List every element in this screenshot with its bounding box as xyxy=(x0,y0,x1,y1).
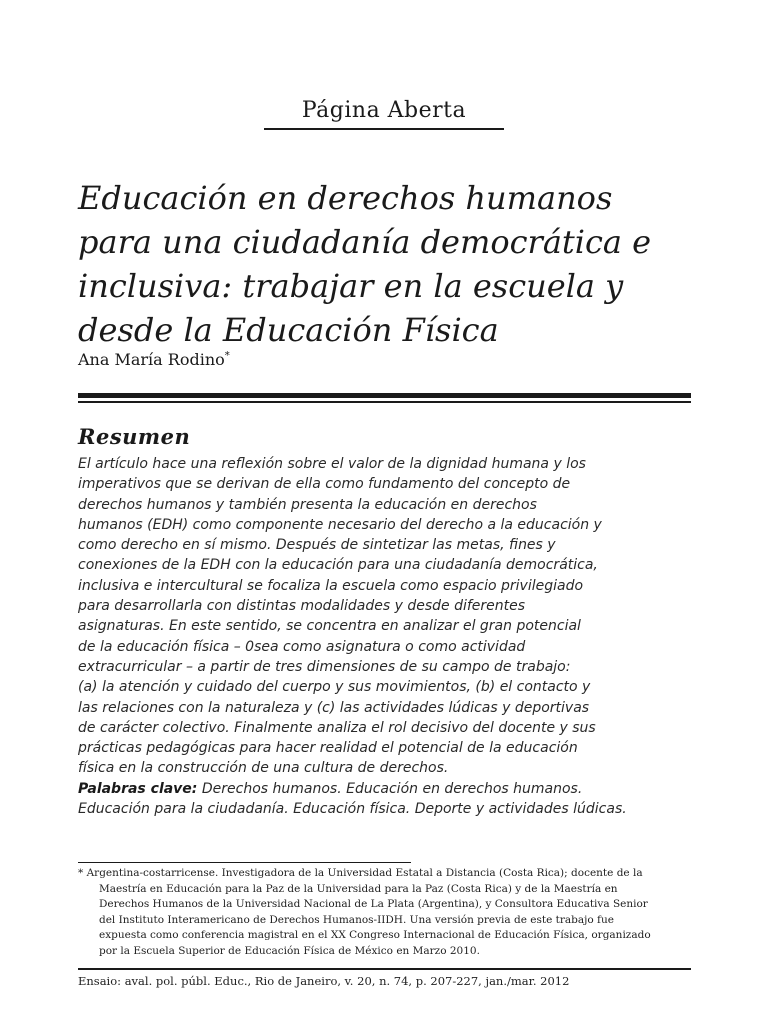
author-footnote xyxy=(78,866,698,959)
footnote-line: expuesta como conferencia magistral en el XX Congreso Internacional de Educación Física, organizado xyxy=(99,929,651,941)
section-header: Página Aberta xyxy=(301,98,467,123)
author-name: Ana María Rodino xyxy=(78,350,225,369)
article-title xyxy=(78,176,718,352)
abstract-line: imperativos que se derivan de ella como fundamento del concepto de xyxy=(78,476,571,493)
abstract-line: (a) la atención y cuidado del cuerpo y sus movimientos, (b) el contacto y xyxy=(78,679,591,696)
title-divider-thin xyxy=(78,401,691,403)
title-line: para una ciudadanía democrática e xyxy=(78,223,652,261)
keywords-label: Palabras clave: xyxy=(78,780,198,797)
abstract-line: de la educación física – 0sea como asignatura o como actividad xyxy=(78,638,526,655)
abstract-line: como derecho en sí mismo. Después de sintetizar las metas, fines y xyxy=(78,537,556,554)
author-line xyxy=(78,350,230,369)
footnote-line: * Argentina-costarricense. Investigadora de la Universidad Estatal a Distancia (Costa Rica); docente de la xyxy=(78,867,643,879)
title-line: Educación en derechos humanos xyxy=(78,179,613,217)
title-divider-thick xyxy=(78,393,691,398)
abstract-line: de carácter colectivo. Finalmente analiza el rol decisivo del docente y sus xyxy=(78,719,596,736)
abstract-line: extracurricular – a partir de tres dimensiones de su campo de trabajo: xyxy=(78,658,571,675)
title-line: inclusiva: trabajar en la escuela y xyxy=(78,267,624,305)
abstract-line: las relaciones con la naturaleza y (c) las actividades lúdicas y deportivas xyxy=(78,699,590,716)
footnote-line: por la Escuela Superior de Educación Física de México en Marzo 2010. xyxy=(99,944,480,957)
abstract-line: humanos (EDH) como componente necesario del derecho a la educación y xyxy=(78,516,602,533)
footnote-line: Derechos Humanos de la Universidad Nacional de La Plata (Argentina), y Consultora Educativa Senior xyxy=(99,898,648,910)
keywords-line xyxy=(78,779,718,799)
keywords-line: Educación para la ciudadanía. Educación física. Deporte y actividades lúdicas. xyxy=(78,801,627,818)
citation-rule xyxy=(78,968,691,970)
abstract-line: prácticas pedagógicas para hacer realidad el potencial de la educación xyxy=(78,740,578,757)
title-line: desde la Educación Física xyxy=(78,311,499,349)
footnote-rule xyxy=(78,862,411,863)
abstract-line: para desarrollarla con distintas modalidades y desde diferentes xyxy=(78,598,526,615)
abstract-heading: Resumen xyxy=(78,424,191,449)
abstract-line: conexiones de la EDH con la educación para una ciudadanía democrática, xyxy=(78,557,598,574)
section-header-rule xyxy=(264,128,504,130)
abstract-line: derechos humanos y también presenta la educación en derechos xyxy=(78,496,537,513)
abstract-line: El artículo hace una reflexión sobre el valor de la dignidad humana y los xyxy=(78,456,586,472)
footnote-line: del Instituto Interamericano de Derechos Humanos-IIDH. Una versión previa de este trabajo fue xyxy=(99,913,614,926)
footnote-line: Maestría en Educación para la Paz de la Universidad para la Paz (Costa Rica) y de la Maestría en xyxy=(99,882,618,895)
keywords-text: Derechos humanos. Educación en derechos humanos. xyxy=(197,780,583,797)
author-footnote-mark[interactable]: * xyxy=(224,350,230,362)
abstract-line: asignaturas. En este sentido, se concentra en analizar el gran potencial xyxy=(78,618,581,635)
abstract-line: inclusiva e intercultural se focaliza la escuela como espacio privilegiado xyxy=(78,577,584,594)
abstract-line: física en la construcción de una cultura de derechos. xyxy=(78,760,449,777)
abstract-body xyxy=(78,454,718,819)
journal-citation: Ensaio: aval. pol. públ. Educ., Rio de Janeiro, v. 20, n. 74, p. 207-227, jan./mar. 2012 xyxy=(78,974,570,988)
